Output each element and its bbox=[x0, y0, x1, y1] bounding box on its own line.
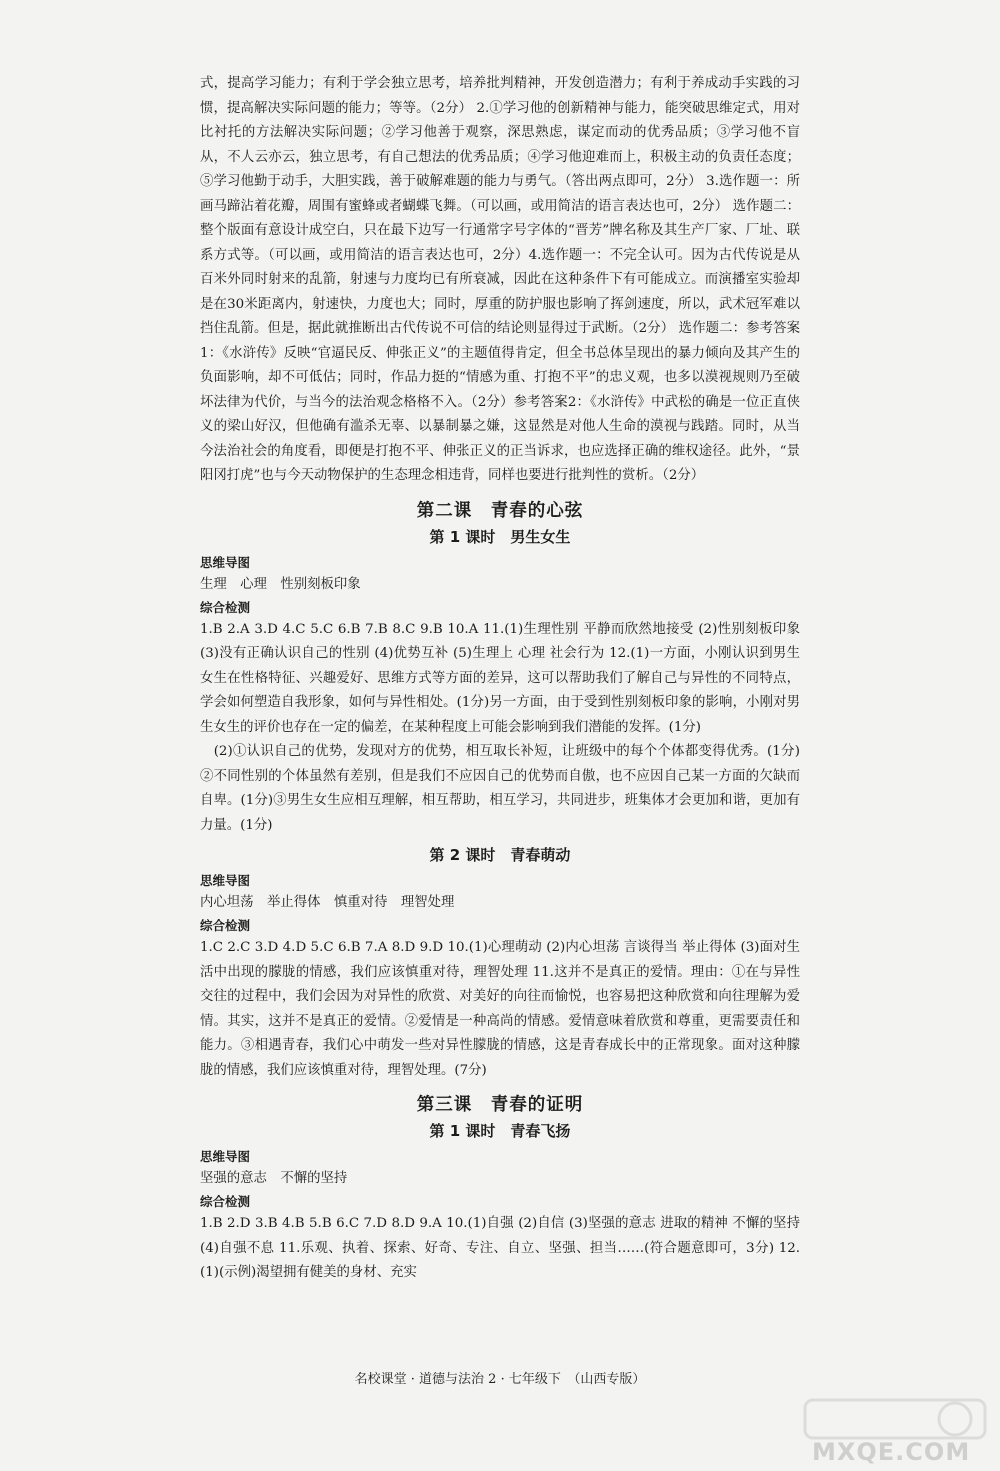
check-label: 综合检测 bbox=[200, 599, 251, 615]
lesson2-period1-title: 第 1 课时 男生女生 bbox=[429, 527, 571, 546]
check-label: 综合检测 bbox=[200, 1194, 251, 1209]
mindmap-keywords: 坚强的意志 不懈的坚持 bbox=[200, 1171, 348, 1186]
watermark-text: MXQE.COM bbox=[812, 1438, 971, 1466]
answers-block: 1.B 2.D 3.B 4.B 5.B 6.C 7.D 8.D 9.A 10.(1)自强 (2)自信 (3)坚强的意志 进取的精神 不懈的坚持 (4)自强不息 11.乐观、执着、探索、好奇、专注、自立、坚强、担当……(符合题意即可，3分) 12.(1)(示例)渴望拥有健美的身材、充实 bbox=[200, 1216, 800, 1280]
page-footer: 名校课堂 · 道德与法治 2 · 七年级下 （山西专版） bbox=[354, 1372, 646, 1387]
answers-block: 1.B 2.A 3.D 4.C 5.C 6.B 7.B 8.C 9.B 10.A 11.(1)生理性别 平静而欣然地接受 (2)性别刻板印象 (3)没有正确认识自己的性别 (4)优势互补 (5)生理上 心理 社会行为 12.(1)一方面，小刚认识到男生女生在性格特征、兴趣爱好、思维方式等方面的差异，这可以帮助我们了解自己与异性的不同特点，学会如何塑造自我形象，如何与异性相处。(1分)另一方面，由于受到性别刻板印象的影响，小刚对男生女生的评价也存在一定的偏差，在某种程度上可能会影响到我们潜能的发挥。(1分) (2)①认识自己的优势，发现对方的优势，相互取长补短，让班级中的每个个体都变得优秀。(1分)②不同性别的个体虽然有差别，但是我们不应因自己的优势而自傲，也不应因自己某一方面的欠缺而自卑。(1分)③男生女生应相互理解，相互帮助，相互学习，共同进步，班集体才会更加和谐，更加有力量。(1分) bbox=[200, 621, 800, 833]
mindmap-label: 思维导图 bbox=[200, 1149, 251, 1164]
intro-paragraph: 式，提高学习能力；有利于学会独立思考，培养批判精神，开发创造潜力；有利于养成动手实践的习惯，提高解决实际问题的能力；等等。（2分） 2.①学习他的创新精神与能力，能突破思维定式，用对比衬托的方法解决实际问题；②学习他善于观察，深思熟虑，谋定而动的优秀品质；③学习他不盲从，不人云亦云，独立思考，有自己想法的优秀品质；④学习他迎难而上，积极主动的负责任态度；⑤学习他勤于动手，大胆实践，善于破解难题的能力与勇气。（答出两点即可，2分） 3.选作题一：所画马蹄沾着花瓣，周围有蜜蜂或者蝴蝶飞舞。（可以画，或用简洁的语言表达也可，2分） 选作题二：整个版面有意设计成空白，只在最下边写一行通常字号字体的“晋芳”牌名称及其生产厂家、厂址、联系方式等。（可以画，或用简洁的语言表达也可，2分）4.选作题一：不完全认可。因为古代传说是从百米外同时射来的乱箭，射速与力度均已有所衰减，因此在这种条件下有可能成立。而演播室实验却是在30米距离内，射速快，力度也大；同时，厚重的防护服也影响了挥剑速度，所以，武术冠军难以挡住乱箭。但是，据此就推断出古代传说不可信的结论则显得过于武断。（2分） 选作题二：参考答案1：《水浒传》反映“官逼民反、伸张正义”的主题值得肯定，但全书总体呈现出的暴力倾向及其产生的负面影响，却不可低估；同时，作品力挺的“情感为重、打抱不平”的忠义观，也多以漠视规则乃至破坏法律为代价，与当今的法治观念格格不入。（2分）参考答案2：《水浒传》中武松的确是一位正直侠义的梁山好汉，但他确有滥杀无辜、以暴制暴之嫌，这显然是对他人生命的漠视与践踏。同时，从当今法治社会的角度看，即便是打抱不平、伸张正义的正当诉求，也应选择正确的维权途径。此外，“景阳冈打虎”也与今天动物保护的生态理念相违背，同样也要进行批判性的赏析。（2分） bbox=[200, 76, 800, 483]
mindmap-keywords: 生理 心理 性别刻板印象 bbox=[200, 576, 361, 592]
mindmap-label: 思维导图 bbox=[200, 873, 251, 888]
lesson2-period2-title: 第 2 课时 青春萌动 bbox=[429, 846, 571, 864]
check-label: 综合检测 bbox=[200, 918, 251, 933]
lesson3-period1-title: 第 1 课时 青春飞扬 bbox=[429, 1122, 571, 1140]
mindmap-label: 思维导图 bbox=[200, 554, 251, 570]
answers-block: 1.C 2.C 3.D 4.D 5.C 6.B 7.A 8.D 9.D 10.(1)心理萌动 (2)内心坦荡 言谈得当 举止得体 (3)面对生活中出现的朦胧的情感，我们应该慎重对待，理智处理 11.这并不是真正的爱情。理由：①在与异性交往的过程中，我们会因为对异性的欣赏、对美好的向往而愉悦，也容易把这种欣赏和向往理解为爱情。其实，这并不是真正的爱情。②爱情是一种高尚的情感。爱情意味着欣赏和尊重，更需要责任和能力。③相遇青春，我们心中萌发一些对异性朦胧的情感，这是青春成长中的正常现象。面对这种朦胧的情感，我们应该慎重对待，理智处理。(7分) bbox=[200, 940, 800, 1078]
answer-page bbox=[200, 72, 800, 1286]
lesson2-title: 第二课 青春的心弦 bbox=[416, 500, 584, 521]
lesson3-title: 第三课 青春的证明 bbox=[416, 1095, 584, 1115]
mindmap-keywords: 内心坦荡 举止得体 慎重对待 理智处理 bbox=[200, 895, 455, 910]
